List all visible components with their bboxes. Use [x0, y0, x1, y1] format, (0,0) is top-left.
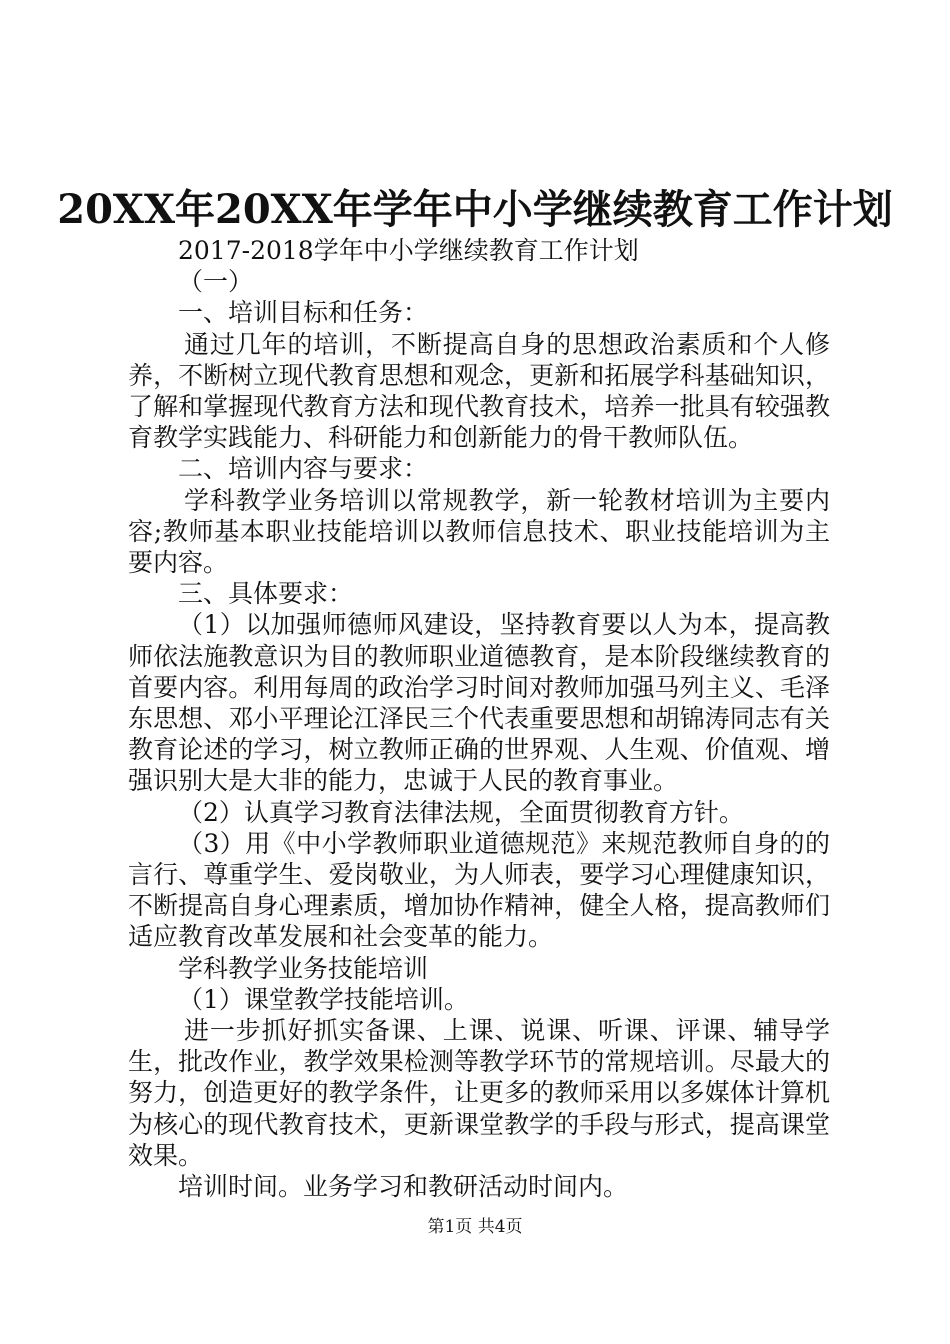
body-paragraph: 一、培训目标和任务： [178, 298, 429, 328]
body-paragraph: 进一步抓好抓实备课、上课、说课、听课、评课、辅导学生，批改作业，教学效果检测等教学环节的常规培训。尽最大的努力，创造更好的教学条件，让更多的教师采用以多媒体计算机为核心的现代教育技术，更新课堂教学的手段与形式，提高课堂效果。 [128, 1016, 830, 1170]
body-paragraph: 三、具体要求： [178, 579, 354, 609]
body-paragraph: （一） [178, 267, 254, 297]
document-title: 20XX年20XX年学年中小学继续教育工作计划 [57, 186, 893, 233]
body-paragraph: 学科教学业务技能培训 [178, 953, 429, 983]
page-footer: 第1页 共4页 [427, 1217, 523, 1237]
body-paragraph: 培训时间。业务学习和教研活动时间内。 [178, 1172, 629, 1202]
body-paragraph: （1）课堂教学技能培训。 [178, 984, 469, 1014]
document-body [128, 235, 830, 1202]
body-paragraph: 二、培训内容与要求： [178, 454, 429, 484]
body-paragraph: （3）用《中小学教师职业道德规范》来规范教师自身的的言行、尊重学生、爱岗敬业，为人师表，要学习心理健康知识，不断提高自身心理素质，增加协作精神，健全人格，提高教师们适应教育改革发展和社会变革的能力。 [128, 828, 830, 952]
body-paragraph: 学科教学业务培训以常规教学，新一轮教材培训为主要内容;教师基本职业技能培训以教师信息技术、职业技能培训为主要内容。 [128, 485, 830, 578]
body-paragraph: （1）以加强师德师风建设，坚持教育要以人为本，提高教师依法施教意识为目的教师职业道德教育，是本阶段继续教育的首要内容。利用每周的政治学习时间对教师加强马列主义、毛泽东思想、邓小平理论江泽民三个代表重要思想和胡锦涛同志有关教育论述的学习，树立教师正确的世界观、人生观、价值观、增强识别大是大非的能力，忠诚于人民的教育事业。 [128, 610, 830, 796]
body-paragraph: 2017-2018学年中小学继续教育工作计划 [178, 236, 639, 265]
body-paragraph: （2）认真学习教育法律法规，全面贯彻教育方针。 [178, 797, 744, 827]
body-paragraph: 通过几年的培训，不断提高自身的思想政治素质和个人修养，不断树立现代教育思想和观念，更新和拓展学科基础知识，了解和掌握现代教育方法和现代教育技术，培养一批具有较强教育教学实践能力、科研能力和创新能力的骨干教师队伍。 [128, 329, 830, 453]
